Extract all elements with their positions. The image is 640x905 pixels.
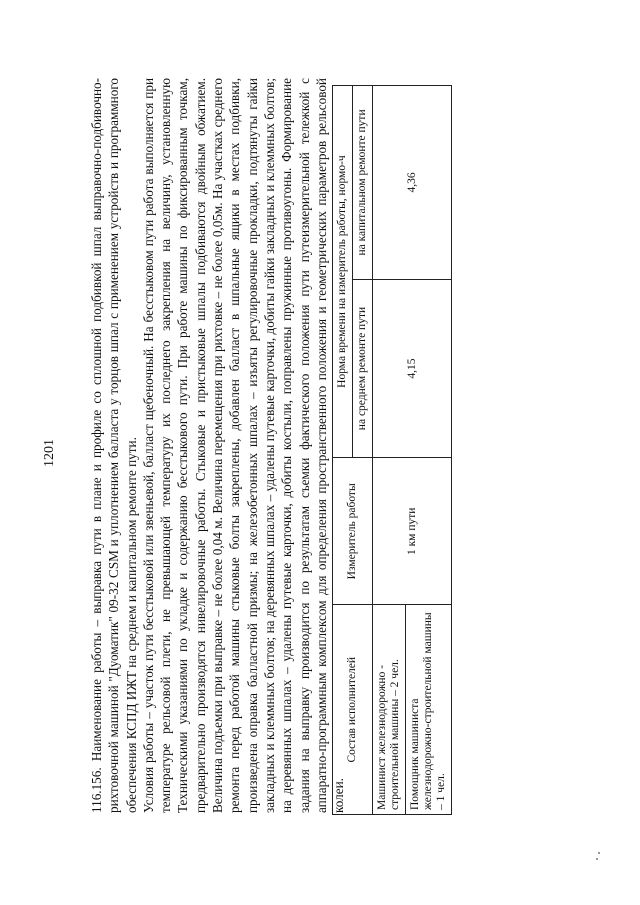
header-capital-repair: на капитальном ремонте пути [353,86,373,280]
medium-value: 4,15 [373,279,452,457]
paragraph-conditions: Условия работы – участок пути бесстыковой или звеньевой, балласт щебеночный. На бесстыковом пути работа выполняется при температуре рельсовой плети, не превышающей температуру их последнего закрепления на величину, установленную Техническими указаниями по укладке и содержанию бесстыкового пути. При работе машины по фиксированным точкам, предварительно производятся нивелировочные работы. Стыковые и пристыковые шпалы подбиваются двойным обжатием. Величина подъемки при выправке – не более 0,04 м. Величина перемещения при рихтовке – не более 0,05м. На участках среднего ремонта перед работой машины стыковые болты закреплены, добавлен балласт в шпальные ящики в местах подбивки, произведена оправка балластной призмы; на железобетонных шпалах – изъяты регулировочные прокладки, подтянуты гайки закладных и клеммных болтов; на деревянных шпалах – удалены путевые карточки, добиты гайки закладных и клеммных болтов; на деревянных шпалах – удалены путевые карточки, добиты костыли, поправлены пружинные противоугоны. Формирование задания на выправку производится по результатам съемки фактического положения пути путеизмерительной тележкой с аппаратно-программным комплексом для определения пространственного положения и геометрических параметров рельсовой колеи. [140,78,347,813]
capital-value: 4,36 [373,86,452,280]
header-norm: Норма времени на измеритель работы, нормо-ч [333,86,353,458]
scan-speck [598,852,600,854]
header-unit: Измеритель работы [333,458,373,605]
crew-assistant: Помощник машиниста железнодорожно-строительной машины – 1 чел. [406,605,452,815]
page-number: 1201 [42,439,57,467]
table-row [373,86,406,815]
norms-table [332,85,452,815]
unit-value: 1 км пути [373,458,452,605]
header-crew: Состав исполнителей [333,605,373,815]
body-text [88,78,347,813]
header-medium-repair: на среднем ремонте пути [353,279,373,457]
crew-driver: Машинист железнодорожно - строительной машины – 2 чел. [373,605,406,815]
scan-speck [596,858,598,860]
table-header-row [333,86,353,815]
paragraph-title: 116.156. Наименование работы – выправка пути в плане и профиле со сплошной подбивкой шпал выправочно-подбивочно-рихтовочной машиной "Дуоматик" 09-32 CSM и уплотнением балласта у торцов шпал с применением устройств и программного обеспечения КСПД ИЖТ на среднем и капитальном ремонте пути. [89,78,139,813]
